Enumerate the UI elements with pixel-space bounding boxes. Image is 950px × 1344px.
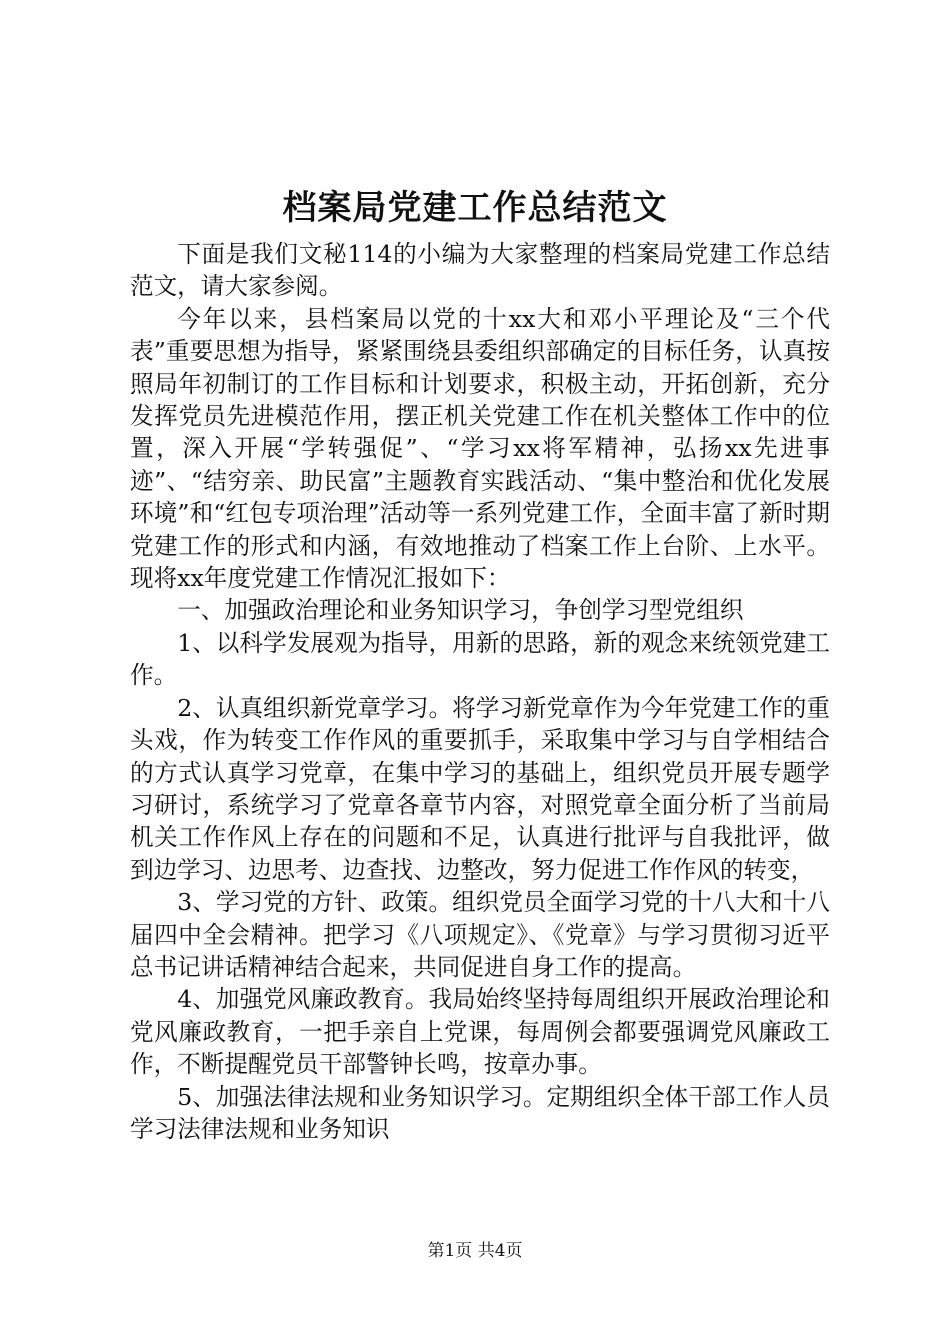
item-paragraph-5: 5、加强法律法规和业务知识学习。定期组织全体干部工作人员学习法律法规和业务知识 — [130, 1082, 830, 1143]
document-title: 档案局党建工作总结范文 — [282, 188, 668, 228]
item-paragraph-3: 3、学习党的方针、政策。组织党员全面学习党的十八大和十八届四中全会精神。把学习《八项规定》、《党章》与学习贯彻习近平总书记讲话精神结合起来，共同促进自身工作的提高。 — [130, 888, 830, 981]
overview-paragraph: 今年以来，县档案局以党的十xx大和邓小平理论及“三个代表”重要思想为指导，紧紧围绕县委组织部确定的目标任务，认真按照局年初制订的工作目标和计划要求，积极主动，开拓创新，充分发挥党员先进模范作用，摆正机关党建工作在机关整体工作中的位置，深入开展“学转强促”、“学习xx将军精神，弘扬xx先进事迹”、“结穷亲、助民富”主题教育实践活动、“集中整治和优化发展环境”和“红包专项治理”活动等一系列党建工作，全面丰富了新时期党建工作的形式和内涵，有效地推动了档案工作上台阶、上水平。现将xx年度党建工作情况汇报如下： — [130, 304, 830, 593]
document-body — [130, 238, 830, 1145]
section-heading: 一、加强政治理论和业务知识学习，争创学习型党组织 — [177, 596, 744, 625]
item-paragraph-1: 1、以科学发展观为指导，用新的思路，新的观念来统领党建工作。 — [130, 628, 830, 690]
page-number-footer: 第1页 共4页 — [427, 1241, 523, 1261]
item-paragraph-4: 4、加强党风廉政教育。我局始终坚持每周组织开展政治理论和党风廉政教育，一把手亲自上党课，每周例会都要强调党风廉政工作，不断提醒党员干部警钟长鸣，按章办事。 — [130, 985, 830, 1079]
item-paragraph-2: 2、认真组织新党章学习。将学习新党章作为今年党建工作的重头戏，作为转变工作作风的重要抓手，采取集中学习与自学相结合的方式认真学习党章，在集中学习的基础上，组织党员开展专题学习研讨，系统学习了党章各章节内容，对照党章全面分析了当前局机关工作作风上存在的问题和不足，认真进行批评与自我批评，做到边学习、边思考、边查找、边整改，努力促进工作作风的转变， — [130, 693, 830, 884]
intro-paragraph: 下面是我们文秘114的小编为大家整理的档案局党建工作总结范文，请大家参阅。 — [130, 240, 830, 301]
